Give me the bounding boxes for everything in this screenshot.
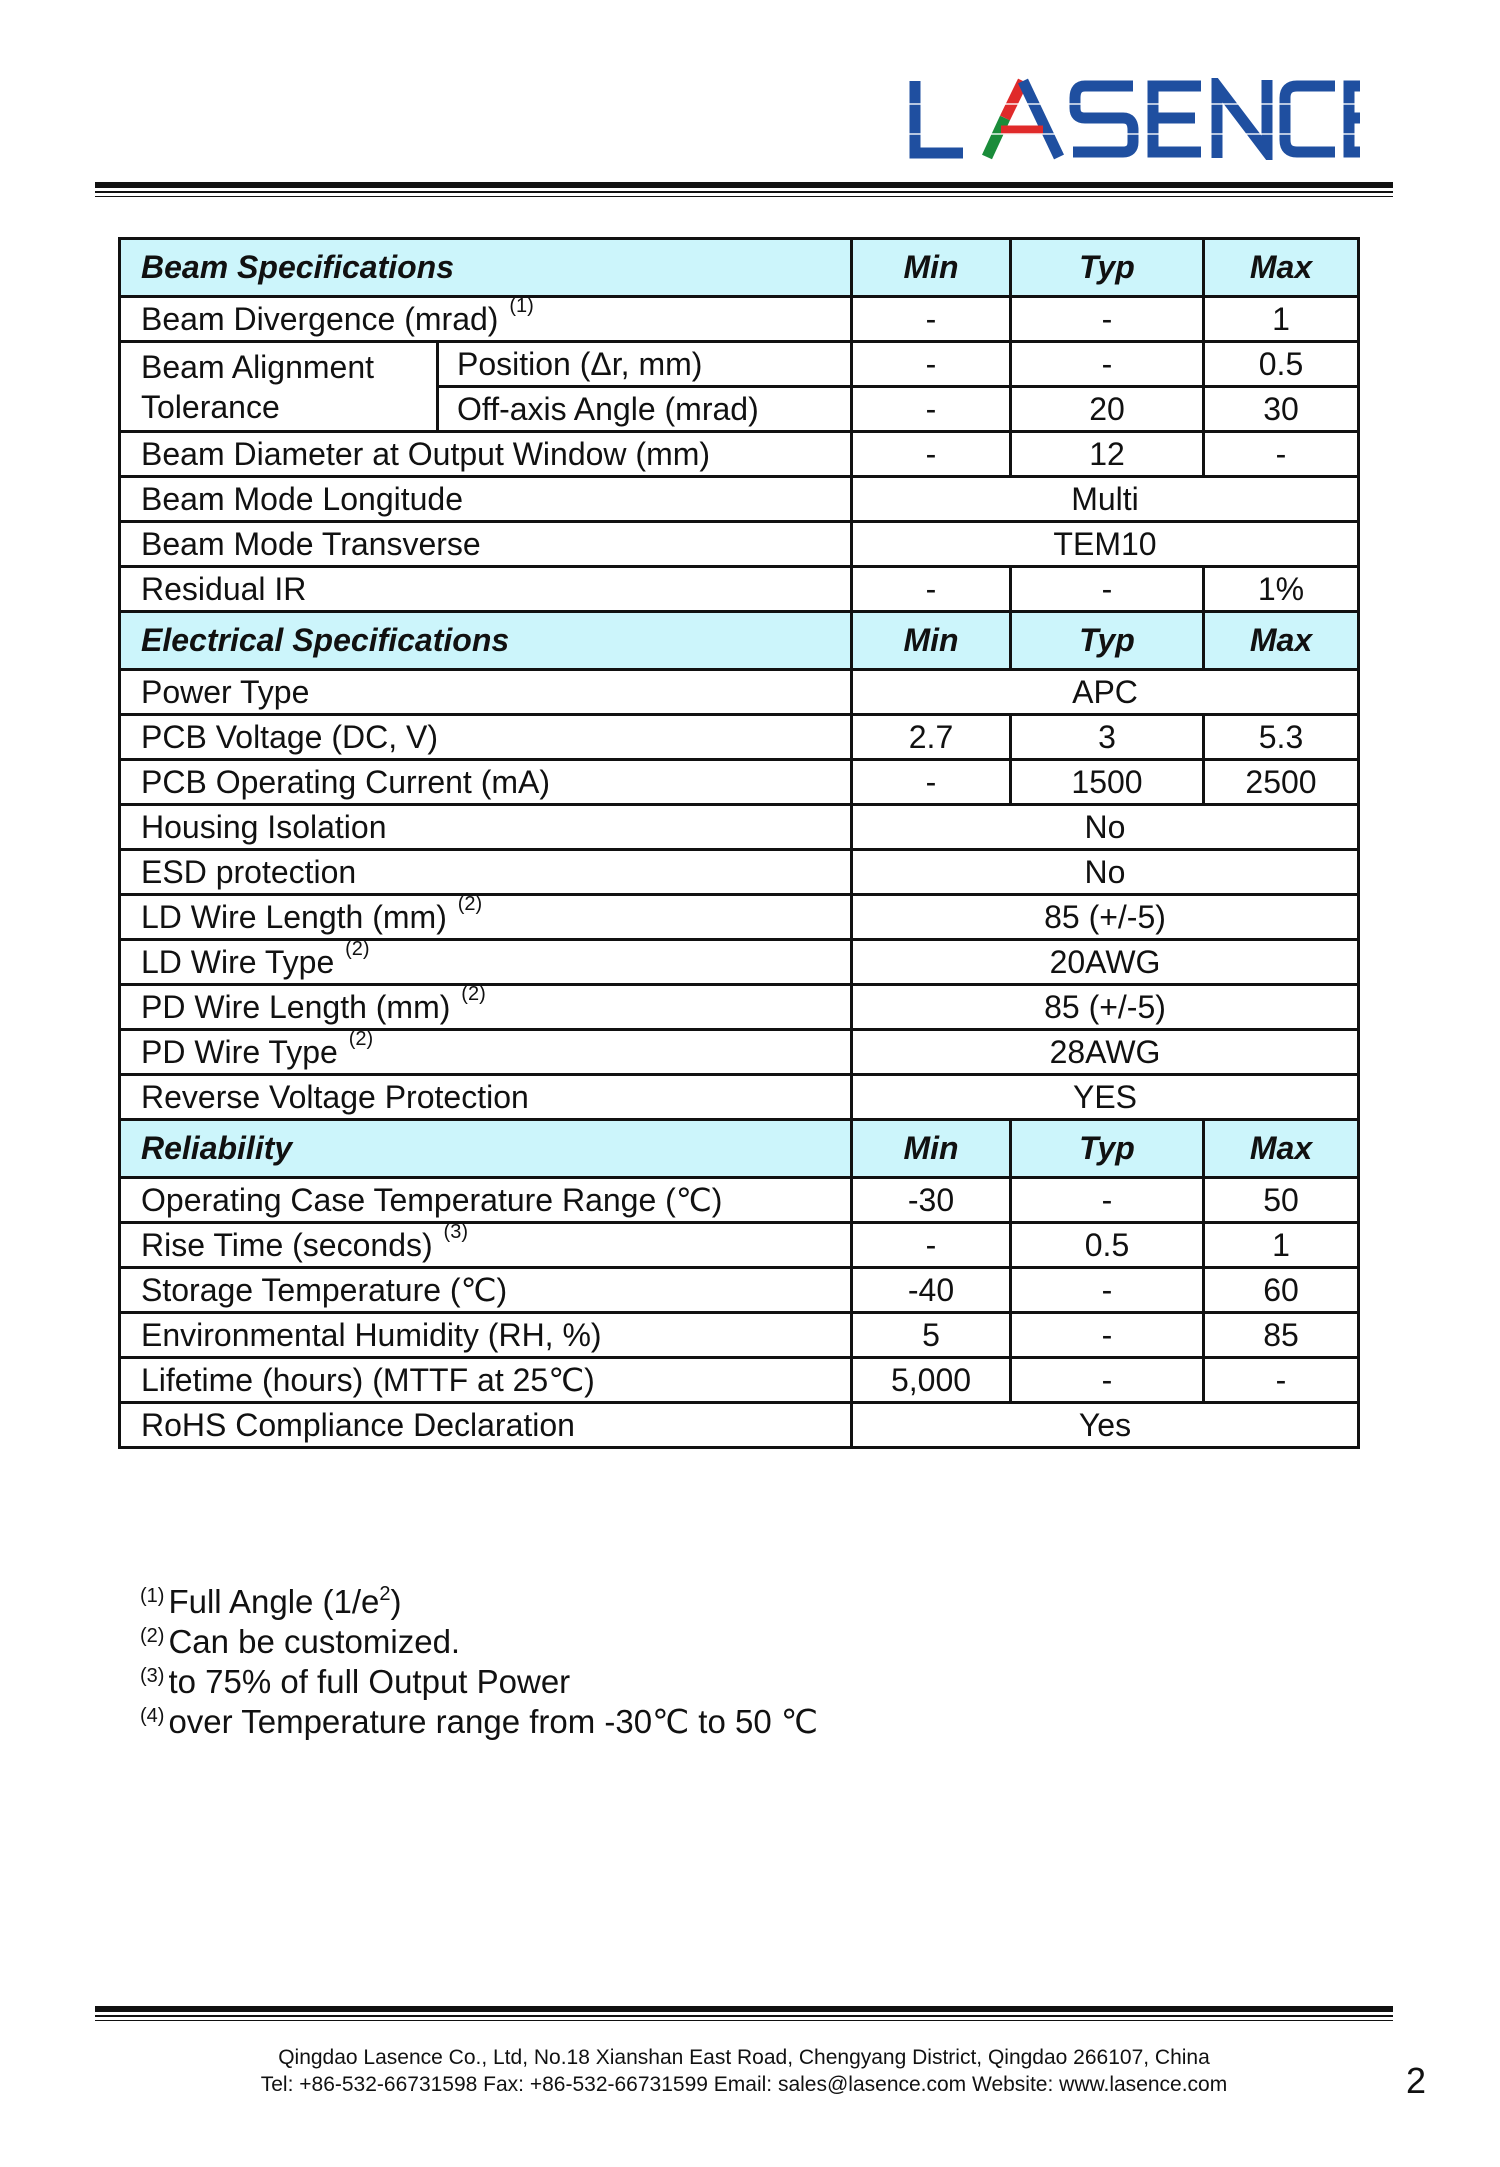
min-value: - <box>852 760 1011 805</box>
max-value: 2500 <box>1204 760 1359 805</box>
row-label: Residual IR <box>120 567 852 612</box>
footnote-ref: (2) <box>457 892 483 915</box>
section-header-beam <box>120 239 1359 297</box>
table-row <box>120 567 1359 612</box>
footnote-text-tail: ) <box>390 1583 402 1620</box>
row-label: PCB Voltage (DC, V) <box>120 715 852 760</box>
row-label: LD Wire Type <box>141 943 335 980</box>
logo-letter-l <box>915 81 963 153</box>
footnote <box>140 1662 818 1702</box>
row-label: Beam Mode Longitude <box>120 477 852 522</box>
table-row <box>120 522 1359 567</box>
footer-contact: Tel: +86-532-66731598 Fax: +86-532-66731599 Email: sales@lasence.com Website: www.lasence.com <box>260 2073 1228 2096</box>
typ-value: - <box>1011 1268 1204 1313</box>
page-number: 2 <box>1406 2060 1427 2101</box>
col-max: Max <box>1204 1120 1359 1178</box>
table-row <box>120 985 1359 1030</box>
row-value: YES <box>852 1075 1359 1120</box>
table-row <box>120 1313 1359 1358</box>
min-value: -40 <box>852 1268 1011 1313</box>
footnote-text: Can be customized. <box>168 1623 461 1660</box>
footnote-ref: (2) <box>461 982 486 1005</box>
typ-value: - <box>1011 342 1204 387</box>
row-value: No <box>852 805 1359 850</box>
typ-value: 0.5 <box>1011 1223 1204 1268</box>
table-row <box>120 1178 1359 1223</box>
footnote <box>140 1582 818 1622</box>
lasence-logo <box>905 78 1365 160</box>
row-value: 85 (+/-5) <box>852 985 1359 1030</box>
min-value: 5 <box>852 1313 1011 1358</box>
row-value: 28AWG <box>852 1030 1359 1075</box>
max-value: 5.3 <box>1204 715 1359 760</box>
row-label: Beam Divergence (mrad) <box>141 300 499 337</box>
table-row <box>120 850 1359 895</box>
row-label: Environmental Humidity (RH, %) <box>120 1313 852 1358</box>
row-value: Multi <box>852 477 1359 522</box>
footnote <box>140 1702 818 1742</box>
col-min: Min <box>852 239 1011 297</box>
min-value: - <box>852 342 1011 387</box>
min-value: - <box>852 1223 1011 1268</box>
footnote-mark: (1) <box>140 1585 165 1607</box>
table-row <box>120 1030 1359 1075</box>
max-value: 60 <box>1204 1268 1359 1313</box>
row-value: Yes <box>852 1403 1359 1448</box>
sub-label: Off-axis Angle (mrad) <box>438 387 852 432</box>
max-value: 0.5 <box>1204 342 1359 387</box>
max-value: - <box>1204 1358 1359 1403</box>
max-value: 85 <box>1204 1313 1359 1358</box>
min-value: - <box>852 387 1011 432</box>
min-value: 5,000 <box>852 1358 1011 1403</box>
row-label: ESD protection <box>120 850 852 895</box>
col-typ: Typ <box>1011 1120 1204 1178</box>
table-row <box>120 342 1359 387</box>
footnote-ref: (2) <box>348 1027 374 1050</box>
row-label: RoHS Compliance Declaration <box>120 1403 852 1448</box>
max-value: 30 <box>1204 387 1359 432</box>
row-label: Reverse Voltage Protection <box>120 1075 852 1120</box>
footnote-mark: (4) <box>140 1705 165 1727</box>
row-label: Power Type <box>120 670 852 715</box>
logo-letter-n <box>1217 80 1267 158</box>
section-title: Beam Specifications <box>120 239 852 297</box>
section-title: Reliability <box>120 1120 852 1178</box>
logo-letter-e <box>1153 86 1201 152</box>
table-row <box>120 1358 1359 1403</box>
min-value: - <box>852 432 1011 477</box>
logo-letter-s <box>1073 86 1133 152</box>
footnote-mark: (2) <box>140 1625 165 1647</box>
logo-letter-c <box>1285 86 1335 152</box>
row-label: Housing Isolation <box>120 805 852 850</box>
footnote-text: over Temperature range from -30℃ to 50 ℃ <box>168 1703 818 1740</box>
footnote-exponent: 2 <box>379 1583 391 1605</box>
table-row <box>120 715 1359 760</box>
row-label: Beam Alignment Tolerance <box>120 342 438 432</box>
table-row <box>120 432 1359 477</box>
footnote <box>140 1622 818 1662</box>
table-row <box>120 1223 1359 1268</box>
table-row <box>120 1075 1359 1120</box>
typ-value: - <box>1011 297 1204 342</box>
table-row <box>120 1268 1359 1313</box>
section-header-reliability <box>120 1120 1359 1178</box>
sub-label: Position (Δr, mm) <box>438 342 852 387</box>
max-value: 1 <box>1204 297 1359 342</box>
row-label: PD Wire Type <box>141 1033 338 1070</box>
min-value: - <box>852 297 1011 342</box>
row-label: Beam Mode Transverse <box>120 522 852 567</box>
logo-letter-e2 <box>1349 86 1360 152</box>
footnote-ref: (1) <box>509 294 534 317</box>
typ-value: 12 <box>1011 432 1204 477</box>
typ-value: 3 <box>1011 715 1204 760</box>
footnote-text: to 75% of full Output Power <box>168 1663 571 1700</box>
table-row <box>120 477 1359 522</box>
row-label: PD Wire Length (mm) <box>141 988 451 1025</box>
col-typ: Typ <box>1011 239 1204 297</box>
min-value: -30 <box>852 1178 1011 1223</box>
header-rule <box>95 182 1393 197</box>
row-label: Operating Case Temperature Range (℃) <box>120 1178 852 1223</box>
row-value: No <box>852 850 1359 895</box>
footer-address: Qingdao Lasence Co., Ltd, No.18 Xianshan East Road, Chengyang District, Qingdao 266107, China <box>278 2046 1210 2069</box>
footnote-text: Full Angle (1/e <box>168 1583 380 1620</box>
table-row <box>120 670 1359 715</box>
table-row <box>120 760 1359 805</box>
typ-value: 20 <box>1011 387 1204 432</box>
table-row <box>120 805 1359 850</box>
table-row <box>120 895 1359 940</box>
section-title: Electrical Specifications <box>120 612 852 670</box>
footnote-ref: (2) <box>345 937 370 960</box>
row-label: Rise Time (seconds) <box>141 1226 433 1263</box>
typ-value: - <box>1011 1178 1204 1223</box>
min-value: 2.7 <box>852 715 1011 760</box>
col-min: Min <box>852 612 1011 670</box>
row-label: Storage Temperature (℃) <box>120 1268 852 1313</box>
typ-value: 1500 <box>1011 760 1204 805</box>
table-row <box>120 1403 1359 1448</box>
logo-letter-a-green <box>987 118 1005 157</box>
table-row <box>120 940 1359 985</box>
logo-letter-a-blue <box>1023 81 1059 157</box>
row-value: 20AWG <box>852 940 1359 985</box>
min-value: - <box>852 567 1011 612</box>
row-value: TEM10 <box>852 522 1359 567</box>
max-value: 1 <box>1204 1223 1359 1268</box>
page-footer <box>95 2044 1393 2098</box>
typ-value: - <box>1011 1313 1204 1358</box>
max-value: 50 <box>1204 1178 1359 1223</box>
col-max: Max <box>1204 239 1359 297</box>
footer-rule <box>95 2006 1393 2021</box>
row-label: PCB Operating Current (mA) <box>120 760 852 805</box>
typ-value: - <box>1011 1358 1204 1403</box>
spec-table <box>118 237 1360 1449</box>
col-typ: Typ <box>1011 612 1204 670</box>
col-min: Min <box>852 1120 1011 1178</box>
row-value: APC <box>852 670 1359 715</box>
row-label: LD Wire Length (mm) <box>141 898 447 935</box>
table-row <box>120 297 1359 342</box>
row-label: Lifetime (hours) (MTTF at 25℃) <box>120 1358 852 1403</box>
col-max: Max <box>1204 612 1359 670</box>
footnotes <box>140 1582 818 1742</box>
max-value: 1% <box>1204 567 1359 612</box>
footnote-mark: (3) <box>140 1665 165 1687</box>
footnote-ref: (3) <box>443 1220 468 1243</box>
section-header-electrical <box>120 612 1359 670</box>
row-label: Beam Diameter at Output Window (mm) <box>120 432 852 477</box>
max-value: - <box>1204 432 1359 477</box>
row-value: 85 (+/-5) <box>852 895 1359 940</box>
typ-value: - <box>1011 567 1204 612</box>
